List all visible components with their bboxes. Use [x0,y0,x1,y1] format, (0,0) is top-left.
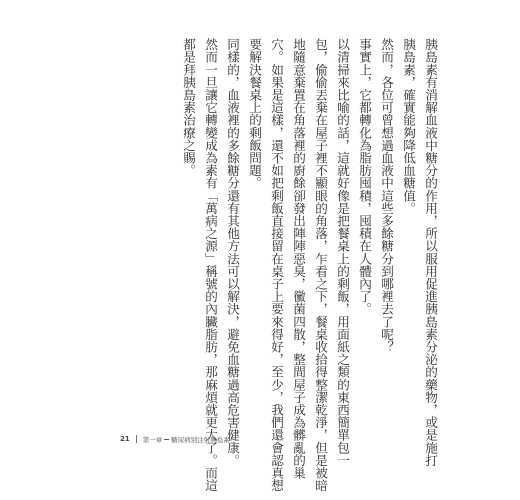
text-column: 穴。如果是這樣，還不如把剩飯直接留在桌子上要來得好，至少，我們還會認真想 [269,38,284,492]
footer-divider [136,435,137,443]
text-column: 胰島素有消解血液中糖分的作用，所以服用促進胰島素分泌的藥物，或是施打 [423,38,438,467]
text-column: 同樣的，血液裡的多餘糖分還有其他方法可以解決，避免血糖過高危害健康。 [225,38,240,467]
chapter-rule [164,439,169,440]
text-column: 胰島素，確實能夠降低血糖值。 [401,38,416,215]
text-column: 地隨意棄置在角落裡的廚餘卻發出陣陣惡臭，黴菌四散，整間屋子成為髒亂的巢 [291,38,306,479]
running-title: 糖尿病別注射胰島素！ [171,435,237,444]
text-column: 要解決餐桌上的剩飯問題。 [247,38,262,190]
page-number: 21 [120,435,130,443]
chapter-label: 第一章 [142,435,163,444]
text-column: 然而，各位可曾想過血液中這些多餘糖分到哪裡去了呢？ [379,38,394,353]
page-footer [120,432,236,446]
text-column: 然而一旦讓它轉變成為素有「萬病之源」稱號的內臟脂肪，那麻煩就更大了。而這 [203,38,218,492]
text-column: 以清掃來比喻的話，這就好像是把餐桌上的剩飯，用面紙之類的東西簡單包一 [335,38,350,467]
text-column: 都是拜胰島素治療之賜。 [181,38,196,177]
text-column: 事實上，它都轉化為脂肪囤積，囤積在人體內了。 [357,38,372,316]
text-column: 包，偷偷丟棄在屋子裡不顯眼的角落，乍看之下，餐桌收拾得整潔乾淨，但是被暗 [313,38,328,492]
